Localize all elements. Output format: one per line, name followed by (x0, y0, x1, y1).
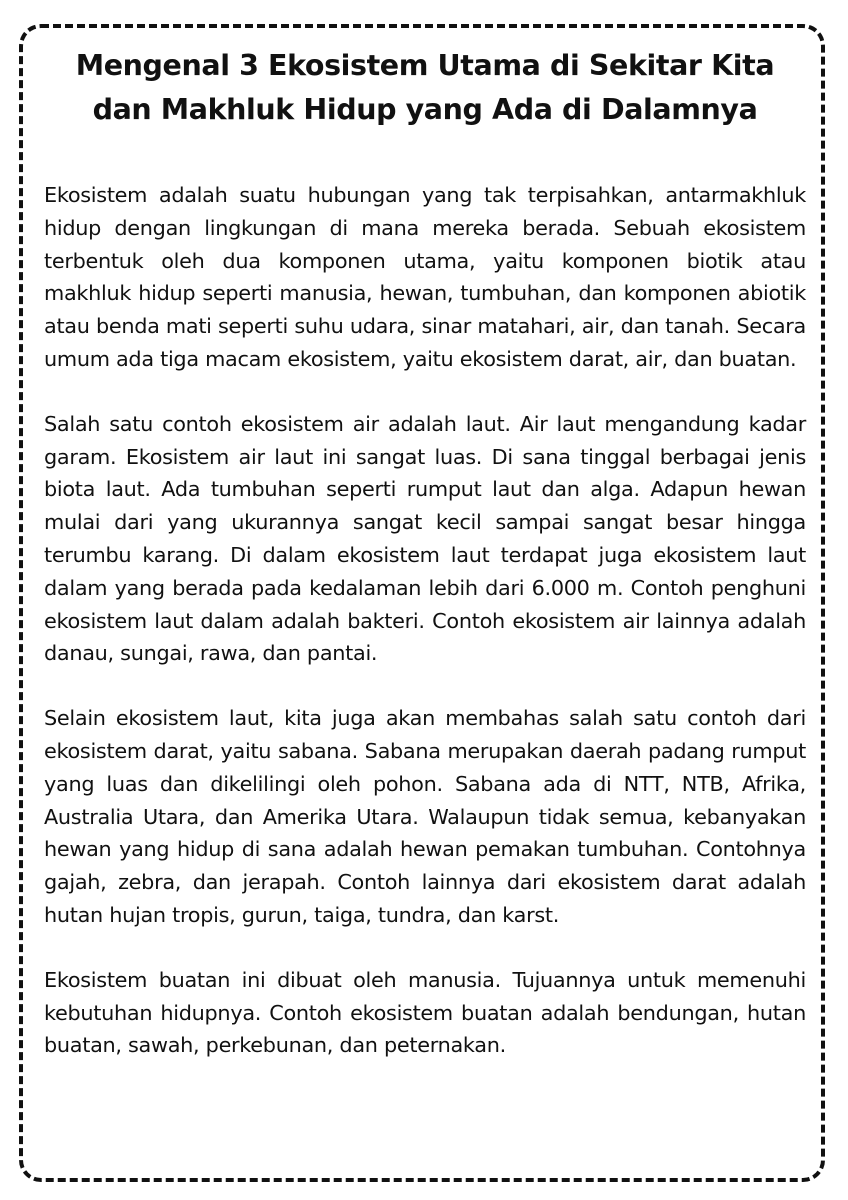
paragraph-land-ecosystem: Selain ekosistem laut, kita juga akan membahas salah satu contoh dari ekosistem darat, yaitu sabana. Sabana merupakan daerah padang rumput yang luas dan dikelilingi oleh pohon. Sabana ada di NTT, NTB, Afrika, Australia Utara, dan Amerika Utara. Walaupun tidak semua, kebanyakan hewan yang hidup di sana adalah hewan pemakan tumbuhan. Contohnya gajah, zebra, dan jerapah. Contoh lainnya dari ekosistem darat adalah hutan hujan tropis, gurun, taiga, tundra, dan karst. (44, 706, 806, 927)
document-title: Mengenal 3 Ekosistem Utama di Sekitar Kita dan Makhluk Hidup yang Ada di Dalamnya (75, 49, 775, 126)
paragraph-artificial-ecosystem: Ekosistem buatan ini dibuat oleh manusia. Tujuannya untuk memenuhi kebutuhan hidupnya. Contoh ekosistem buatan adalah bendungan, hutan buatan, sawah, perkebunan, dan peternakan. (44, 967, 806, 1058)
document-body (44, 44, 806, 1062)
paragraph-intro: Ekosistem adalah suatu hubungan yang tak terpisahkan, antarmakhluk hidup dengan lingkungan di mana mereka berada. Sebuah ekosistem terbentuk oleh dua komponen utama, yaitu komponen biotik atau makhluk hidup seperti manusia, hewan, tumbuhan, dan komponen abiotik atau benda mati seperti suhu udara, sinar matahari, air, dan tanah. Secara umum ada tiga macam ekosistem, yaitu ekosistem darat, air, dan buatan. (44, 183, 806, 371)
paragraph-water-ecosystem: Salah satu contoh ekosistem air adalah laut. Air laut mengandung kadar garam. Ekosistem air laut ini sangat luas. Di sana tinggal berbagai jenis biota laut. Ada tumbuhan seperti rumput laut dan alga. Adapun hewan mulai dari yang ukurannya sangat kecil sampai sangat besar hingga terumbu karang. Di dalam ekosistem laut terdapat juga ekosistem laut dalam yang berada pada kedalaman lebih dari 6.000 m. Contoh penghuni ekosistem laut dalam adalah bakteri. Contoh ekosistem air lainnya adalah danau, sungai, rawa, dan pantai. (44, 411, 806, 666)
